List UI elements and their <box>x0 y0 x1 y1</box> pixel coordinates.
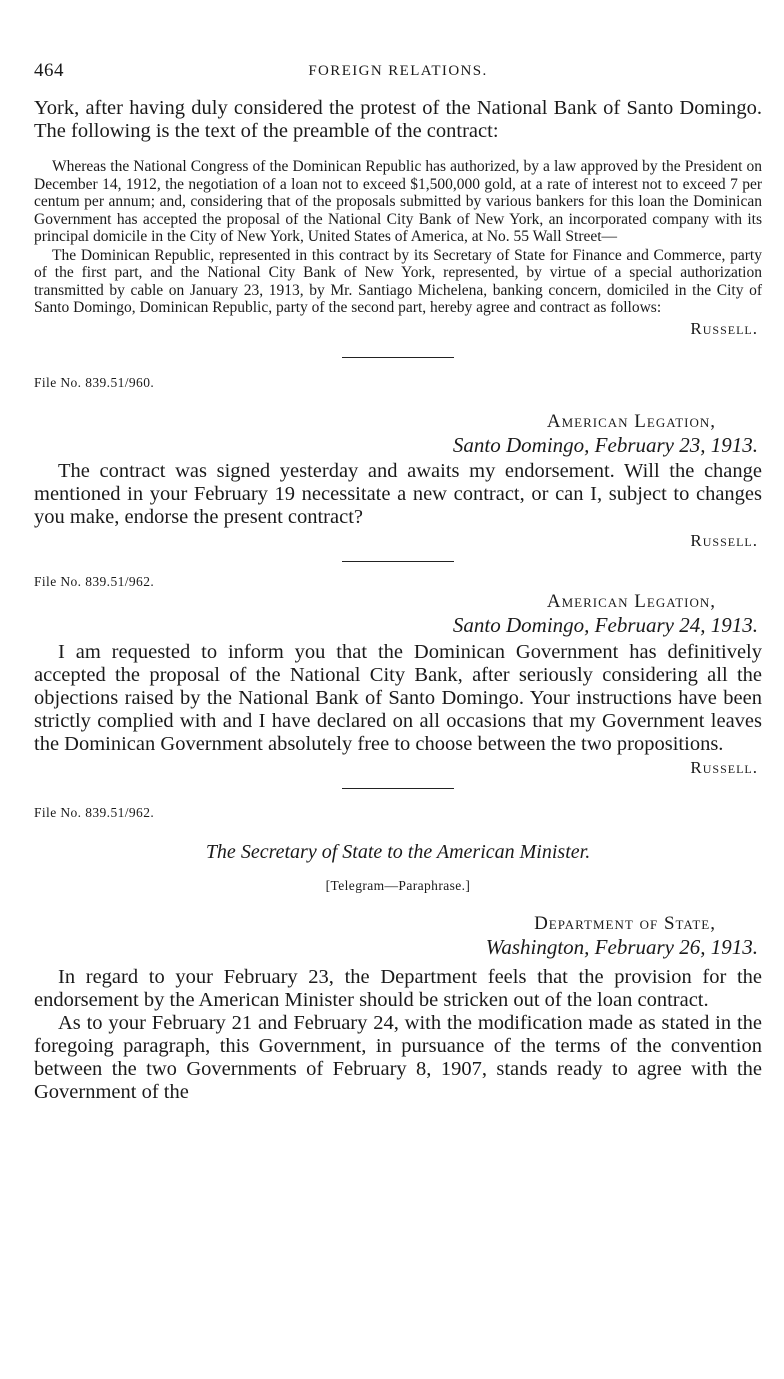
section-divider <box>342 788 454 789</box>
section-divider <box>342 561 454 562</box>
file-number-962-a: File No. 839.51/962. <box>34 573 155 589</box>
intro-paragraph: York, after having duly considered the protest of the National Bank of Santo Domingo. The following is the text of the preamble of the contract: <box>34 97 762 142</box>
preamble-paragraph-1: Whereas the National Congress of the Dominican Republic has authorized, by a law approved by the President on December 14, 1912, the negotiation of a loan not to exceed $1,500,000 gold, at a rate of interest not to exceed 7 per centum per annum; and, considering that of the proposals submitted by various bankers for this loan the Dominican Government has accepted the proposal of the National City Bank of New York, an incorporated company with its principal domicile in the City of New York, United States of America, at No. 55 Wall Street— <box>34 158 762 245</box>
department-heading: Department of State, <box>534 912 716 934</box>
document-page <box>34 60 762 1104</box>
signature-russell-2: Russell. <box>690 530 758 550</box>
section-divider <box>342 357 454 358</box>
legation-heading-2: American Legation, <box>546 590 716 612</box>
telegram-962-b-paragraph-1: In regard to your February 23, the Department feels that the provision for the endorsement by the American Minister should be stricken out of the loan contract. <box>34 965 762 1011</box>
running-head: FOREIGN RELATIONS. <box>308 63 488 79</box>
file-number-962-b: File No. 839.51/962. <box>34 804 155 820</box>
place-date-3: Washington, February 26, 1913. <box>485 934 758 959</box>
telegram-960-body: The contract was signed yesterday and awaits my endorsement. Will the change mentioned in your February 19 necessitate a new contract, or can I, subject to changes you make, endorse the present contract? <box>34 459 762 528</box>
signature-russell-1: Russell. <box>690 318 758 338</box>
signature-russell-3: Russell. <box>690 757 758 777</box>
place-date-1: Santo Domingo, February 23, 1913. <box>452 432 758 457</box>
place-date-2: Santo Domingo, February 24, 1913. <box>452 612 758 637</box>
telegram-962-b-paragraph-2: As to your February 21 and February 24, with the modification made as stated in the foregoing paragraph, this Government, in pursuance of the terms of the convention between the two Governments of February 8, 1907, stands ready to agree with the Government of the <box>34 1011 762 1103</box>
page-header <box>34 60 762 86</box>
telegram-type: [Telegram—Paraphrase.] <box>325 877 471 893</box>
page-number: 464 <box>34 60 64 81</box>
preamble-paragraph-2: The Dominican Republic, represented in this contract by its Secretary of State for Finance and Commerce, party of the first part, and the National City Bank of New York, represented, by virtue of a special authorization transmitted by cable on January 23, 1913, by Mr. Santiago Michelena, banking concern, domiciled in the City of Santo Domingo, Dominican Republic, party of the second part, hereby agree and contract as follows: <box>34 246 762 316</box>
document-title: The Secretary of State to the American Minister. <box>205 840 591 863</box>
file-number-960: File No. 839.51/960. <box>34 374 155 390</box>
telegram-962-a-body: I am requested to inform you that the Dominican Government has definitively accepted the proposal of the National City Bank, after seriously considering all the objections raised by the National Bank of Santo Domingo. Your instructions have been strictly complied with and I have declared on all occasions that my Government leaves the Dominican Government absolutely free to choose between the two propositions. <box>34 640 762 755</box>
legation-heading-1: American Legation, <box>546 410 716 432</box>
